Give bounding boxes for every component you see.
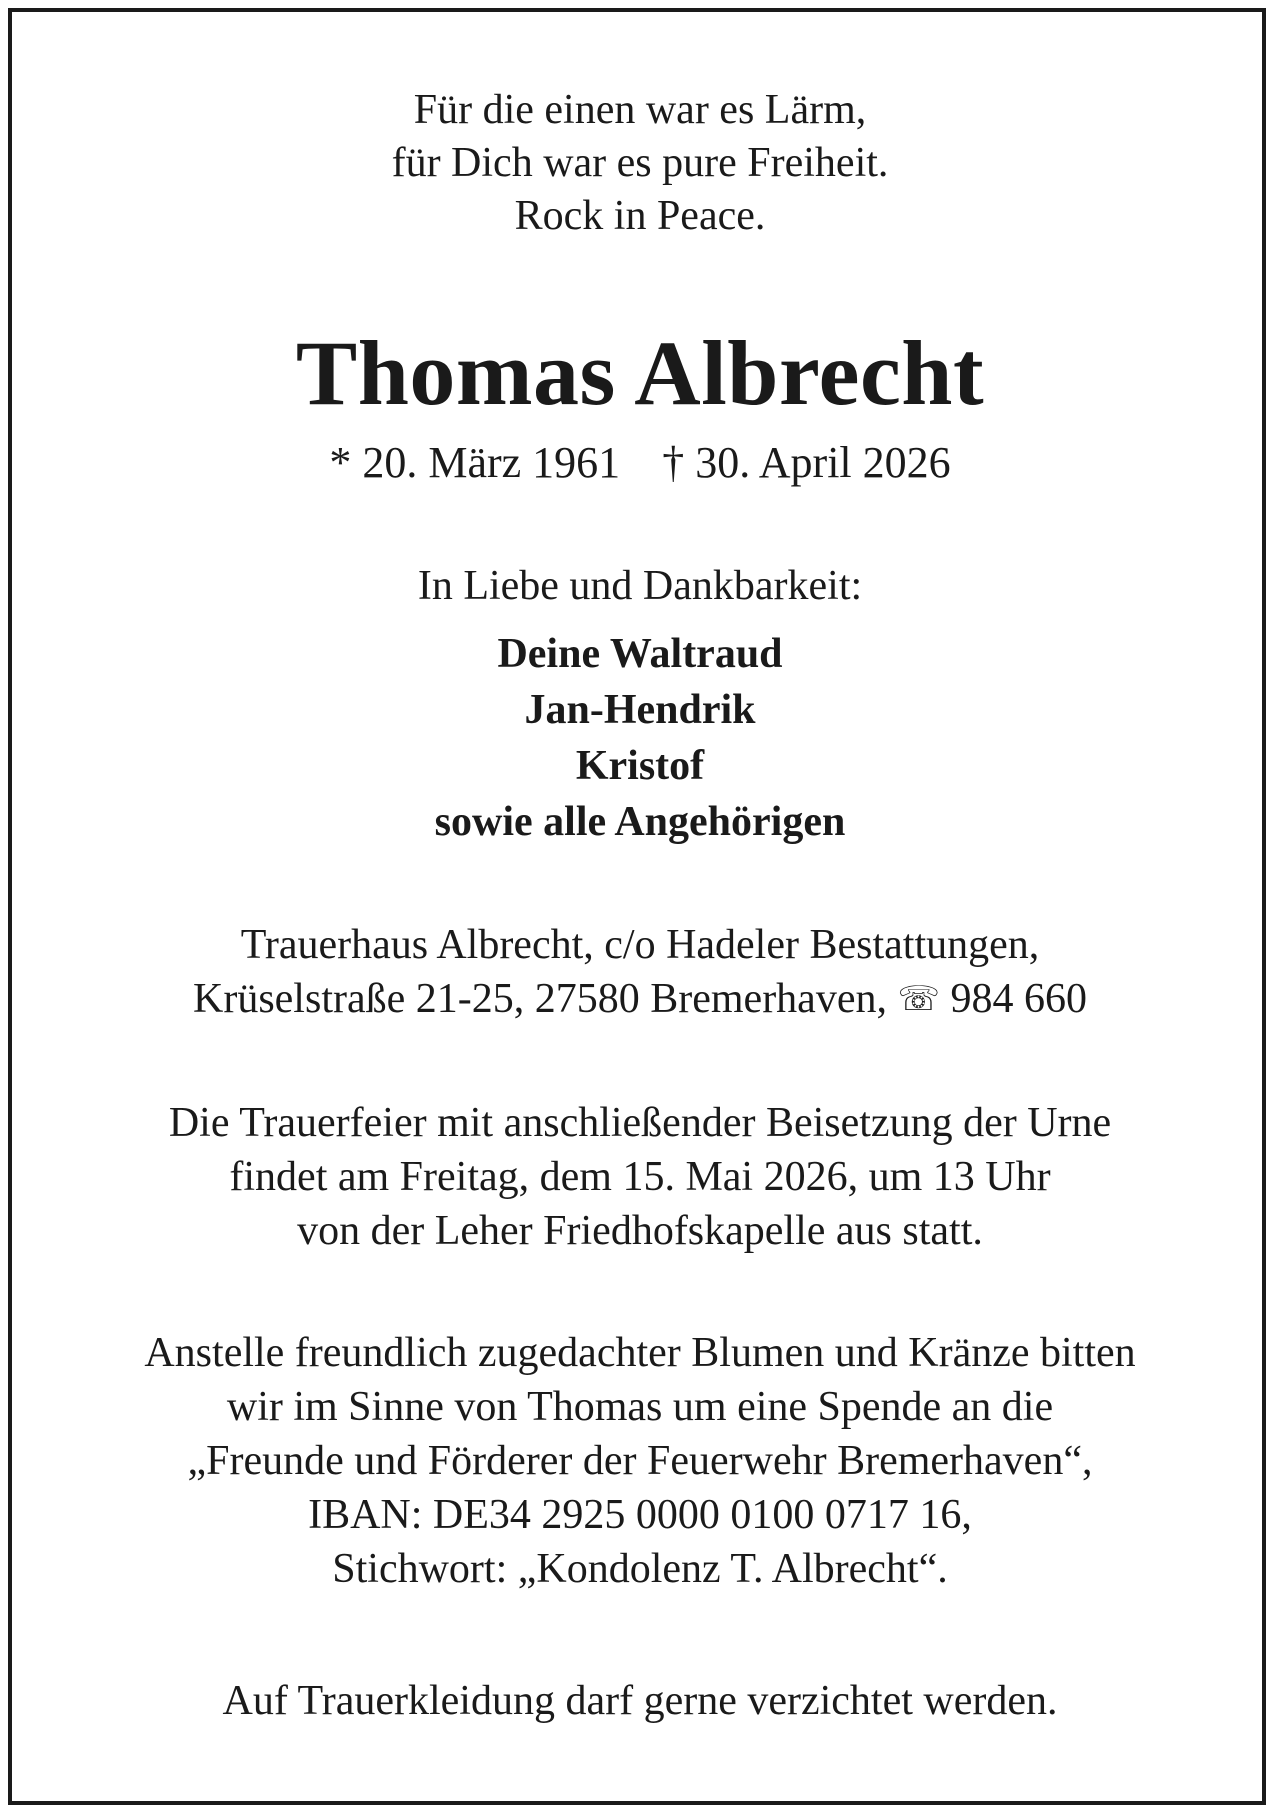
donation-line: wir im Sinne von Thomas um eine Spende an die [226, 1384, 1054, 1430]
donation-iban: IBAN: DE34 2925 0000 0100 0717 16, [308, 1492, 972, 1538]
closing-note: Auf Trauerkleidung darf gerne verzichtet werden. [222, 1678, 1058, 1724]
ceremony-line: von der Leher Friedhofskapelle aus statt. [297, 1208, 983, 1254]
family-list [0, 626, 1280, 850]
motto-line: für Dich war es pure Freiheit. [391, 140, 889, 186]
motto-line: Rock in Peace. [514, 193, 766, 239]
motto-verse [0, 84, 1280, 243]
family-member: Deine Waltraud [497, 631, 783, 677]
mourning-house-address [0, 918, 1280, 1027]
donation-line: „Freunde und Förderer der Feuerwehr Bremerhaven“, [187, 1438, 1093, 1484]
motto-line: Für die einen war es Lärm, [413, 87, 867, 133]
deceased-name: Thomas Albrecht [295, 322, 985, 424]
thanks-line: In Liebe und Dankbarkeit: [417, 563, 863, 609]
donation-info [0, 1326, 1280, 1596]
telephone-icon: ☏ [897, 981, 940, 1018]
donation-keyword: Stichwort: „Kondolenz T. Albrecht“. [332, 1546, 948, 1592]
birth-date: * 20. März 1961 [329, 438, 621, 487]
family-member: sowie alle Angehörigen [434, 799, 846, 845]
death-date: † 30. April 2026 [662, 438, 951, 487]
ceremony-info [0, 1096, 1280, 1258]
donation-line: Anstelle freundlich zugedachter Blumen und Kränze bitten [144, 1330, 1136, 1376]
address-line: Trauerhaus Albrecht, c/o Hadeler Bestattungen, [240, 922, 1040, 968]
family-member: Jan-Hendrik [524, 687, 756, 733]
phone-number: 984 660 [950, 976, 1087, 1022]
address-line [0, 972, 1280, 1027]
ceremony-line: Die Trauerfeier mit anschließender Beisetzung der Urne [168, 1100, 1112, 1146]
address-street: Krüselstraße 21-25, 27580 Bremerhaven, [193, 976, 887, 1022]
ceremony-line: findet am Freitag, dem 15. Mai 2026, um 13 Uhr [229, 1154, 1051, 1200]
family-member: Kristof [575, 743, 705, 789]
life-dates [0, 435, 1280, 491]
